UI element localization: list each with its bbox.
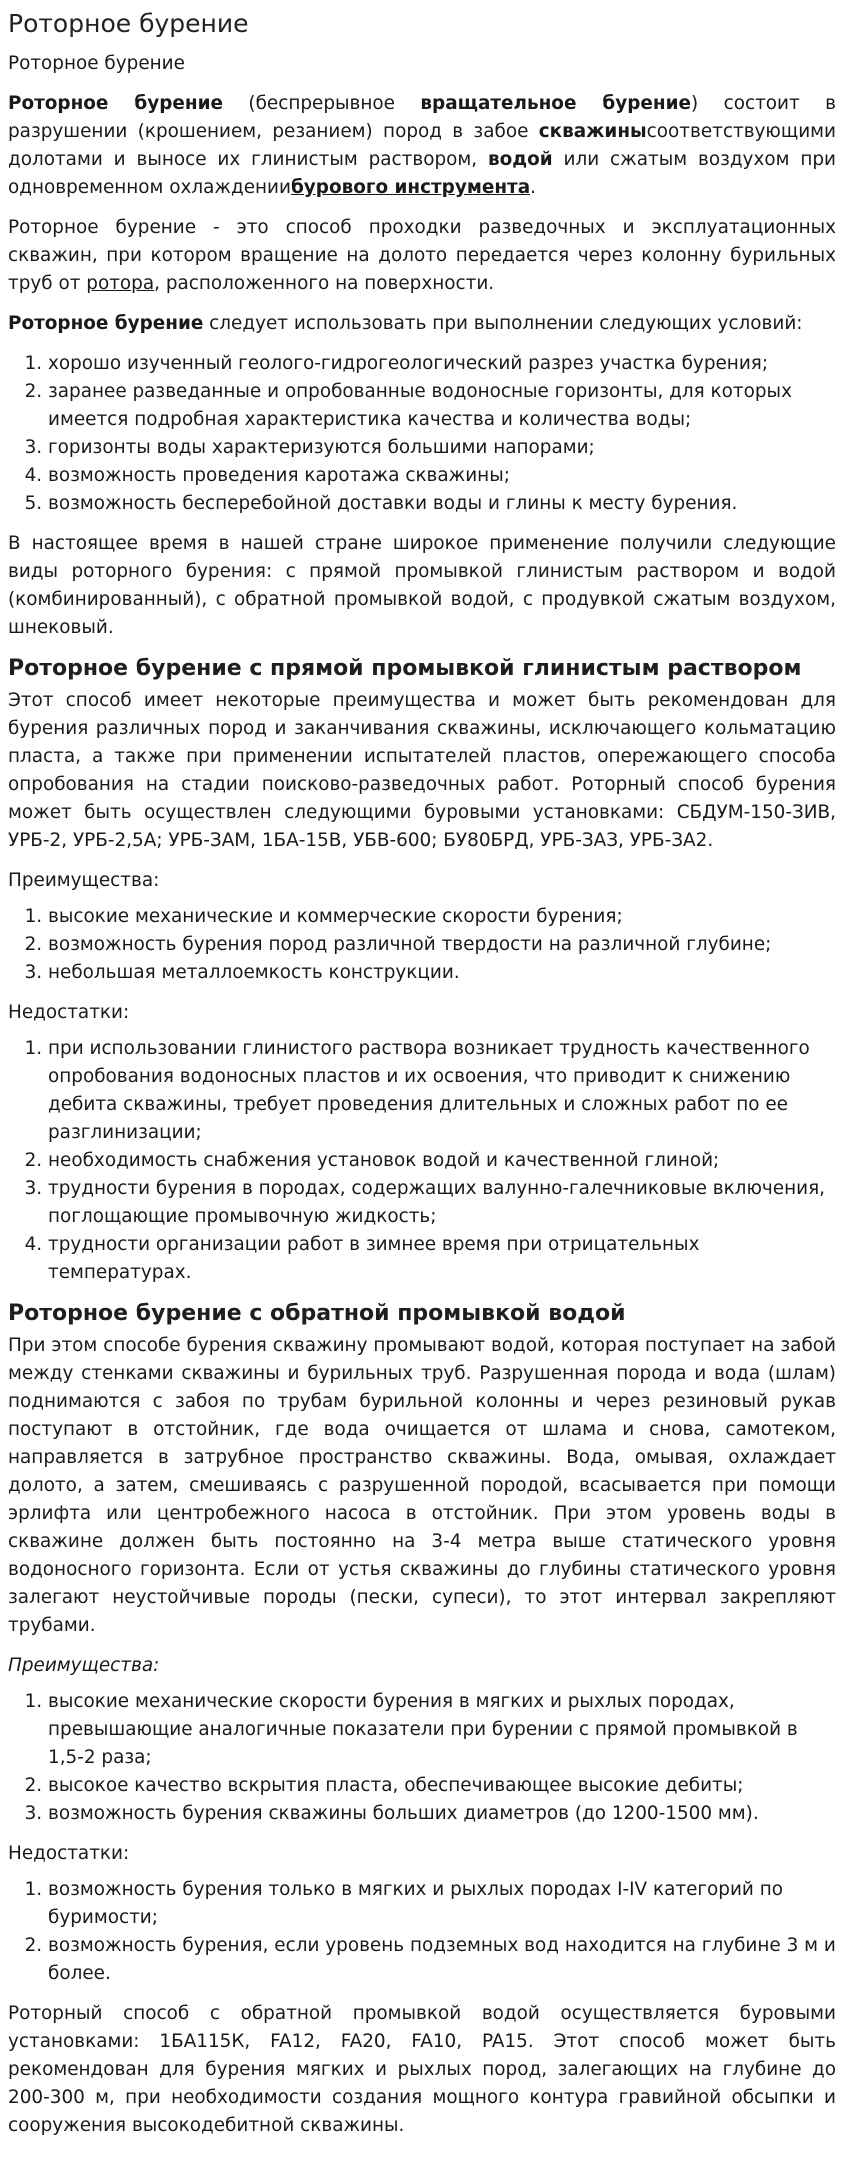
- list-item: 2. возможность бурения, если уровень подземных вод находится на глубине 3 м и более.: [48, 1932, 836, 1988]
- section2-outro: Роторный способ с обратной промывкой водой осуществляется буровыми установками: 1БА115К, FA12, FA20, FA10, PA15. Этот способ может быть рекомендован для бурения мягких и рыхлых пород, залегающих на глубине до 200-300 м, при необходимости создания мощного контура гравийной обсыпки и сооружения высокодебитной скважины.: [8, 2003, 836, 2136]
- conditions-list: [8, 350, 836, 518]
- intro-text: или сжатым воздухом при одновременном охлаждении: [8, 149, 836, 198]
- intro-text: следует использовать при выполнении следующих условий:: [203, 313, 803, 334]
- term-rotary-drilling: Роторное бурение: [8, 313, 204, 334]
- advantages-label: Преимущества:: [8, 1655, 160, 1676]
- advantages-list: [8, 1688, 836, 1828]
- list-item: 1. хорошо изученный геолого-гидрогеологический разрез участка бурения;: [48, 350, 836, 378]
- intro-text: , расположенного на поверхности.: [154, 273, 495, 294]
- list-item: 4. трудности организации работ в зимнее время при отрицательных температурах.: [48, 1231, 836, 1287]
- list-item: 3. горизонты воды характеризуются большими напорами;: [48, 434, 836, 462]
- list-item: 2. заранее разведанные и опробованные водоносные горизонты, для которых имеется подробная характеристика качества и количества воды;: [48, 378, 836, 434]
- list-item: 3. небольшая металлоемкость конструкции.: [48, 959, 836, 987]
- page-subtitle: Роторное бурение: [8, 53, 185, 74]
- intro-paragraph-1: [8, 90, 836, 202]
- intro-text: Роторное бурение - это способ проходки разведочных и эксплуатационных скважин, при котором вращение на долото передается через колонну бурильных труб от: [8, 217, 836, 294]
- list-item: 3. трудности бурения в породах, содержащих валунно-галечниковые включения, поглощающие промывочную жидкость;: [48, 1175, 836, 1231]
- intro-text: (беспрерывное: [222, 93, 421, 114]
- disadvantages-label: Недостатки:: [8, 1002, 130, 1023]
- list-item: 2. необходимость снабжения установок водой и качественной глиной;: [48, 1147, 836, 1175]
- section1-text: Этот способ имеет некоторые преимущества и может быть рекомендован для бурения различных пород и заканчивания скважины, исключающего кольматацию пласта, а также при применении испытателей пластов, опережающего способа опробования на стадии поисково-разведочных работ. Роторный способ бурения может быть осуществлен следующими буровыми установками: СБДУМ-150-ЗИВ, УРБ-2, УРБ-2,5А; УРБ-ЗАМ, 1БА-15В, УБВ-600; БУ80БРД, УРБ-ЗАЗ, УРБ-ЗА2.: [8, 690, 836, 851]
- intro-text: ) состоит в разрушении (крошением, резанием) пород в забое: [8, 93, 836, 142]
- link-rotor[interactable]: ротора: [86, 273, 155, 294]
- list-item: 1. высокие механические и коммерческие скорости бурения;: [48, 903, 836, 931]
- intro-paragraph-3: [8, 310, 836, 338]
- list-item: 1. высокие механические скорости бурения в мягких и рыхлых породах, превышающие аналогичные показатели при бурении с прямой промывкой в 1,5-2 раза;: [48, 1688, 836, 1772]
- list-item: 2. высокое качество вскрытия пласта, обеспечивающее высокие дебиты;: [48, 1772, 836, 1800]
- intro-text: .: [530, 177, 536, 198]
- term-water: водой: [487, 149, 553, 170]
- list-item: 5. возможность бесперебойной доставки воды и глины к месту бурения.: [48, 490, 836, 518]
- page-title: Роторное бурение: [8, 9, 249, 38]
- advantages-list: [8, 903, 836, 987]
- list-item: 1. возможность бурения только в мягких и рыхлых породах I-IV категорий по буримости;: [48, 1876, 836, 1932]
- disadvantages-list: [8, 1876, 836, 1988]
- list-item: 1. при использовании глинистого раствора возникает трудность качественного опробования водоносных пластов и их освоения, что приводит к снижению дебита скважины, требует проведения длительных и сложных работ по ее разглинизации;: [48, 1035, 836, 1147]
- intro-paragraph-4: В настоящее время в нашей стране широкое применение получили следующие виды роторного бурения: с прямой промывкой глинистым раствором и водой (комбинированный), с обратной промывкой водой, с продувкой сжатым воздухом, шнековый.: [8, 533, 836, 638]
- disadvantages-list: [8, 1035, 836, 1287]
- list-item: 2. возможность бурения пород различной твердости на различной глубине;: [48, 931, 836, 959]
- term-rotational-drilling: вращательное бурение: [420, 93, 691, 114]
- section-heading-direct-flushing: Роторное бурение с прямой промывкой глинистым раствором: [8, 656, 802, 681]
- link-drilling-tool[interactable]: бурового инструмента: [290, 177, 531, 198]
- term-rotary-drilling: Роторное бурение: [8, 93, 223, 114]
- list-item: 4. возможность проведения каротажа скважины;: [48, 462, 836, 490]
- section2-text: При этом способе бурения скважину промывают водой, которая поступает на забой между стенками скважины и бурильных труб. Разрушенная порода и вода (шлам) поднимаются с забоя по трубам бурильной колонны и через резиновый рукав поступают в отстойник, где вода очищается от шлама и снова, самотеком, направляется в затрубное пространство скважины. Вода, омывая, охлаждает долото, а затем, смешиваясь с разрушенной породой, всасывается при помощи эрлифта или центробежного насоса в отстойник. При этом уровень воды в скважине должен быть постоянно на 3-4 метра выше статического уровня водоносного горизонта. Если от устья скважины до глубины статического уровня залегают неустойчивые породы (пески, супеси), то этот интервал закрепляют трубами.: [8, 1335, 836, 1636]
- disadvantages-label: Недостатки:: [8, 1843, 130, 1864]
- advantages-label: Преимущества:: [8, 870, 160, 891]
- intro-text: соответствующими долотами и выносе их глинистым раствором,: [8, 121, 836, 170]
- intro-paragraph-2: [8, 214, 836, 298]
- term-well: скважины: [538, 121, 647, 142]
- section-heading-reverse-flushing: Роторное бурение с обратной промывкой водой: [8, 1301, 626, 1326]
- list-item: 3. возможность бурения скважины больших диаметров (до 1200-1500 мм).: [48, 1800, 836, 1828]
